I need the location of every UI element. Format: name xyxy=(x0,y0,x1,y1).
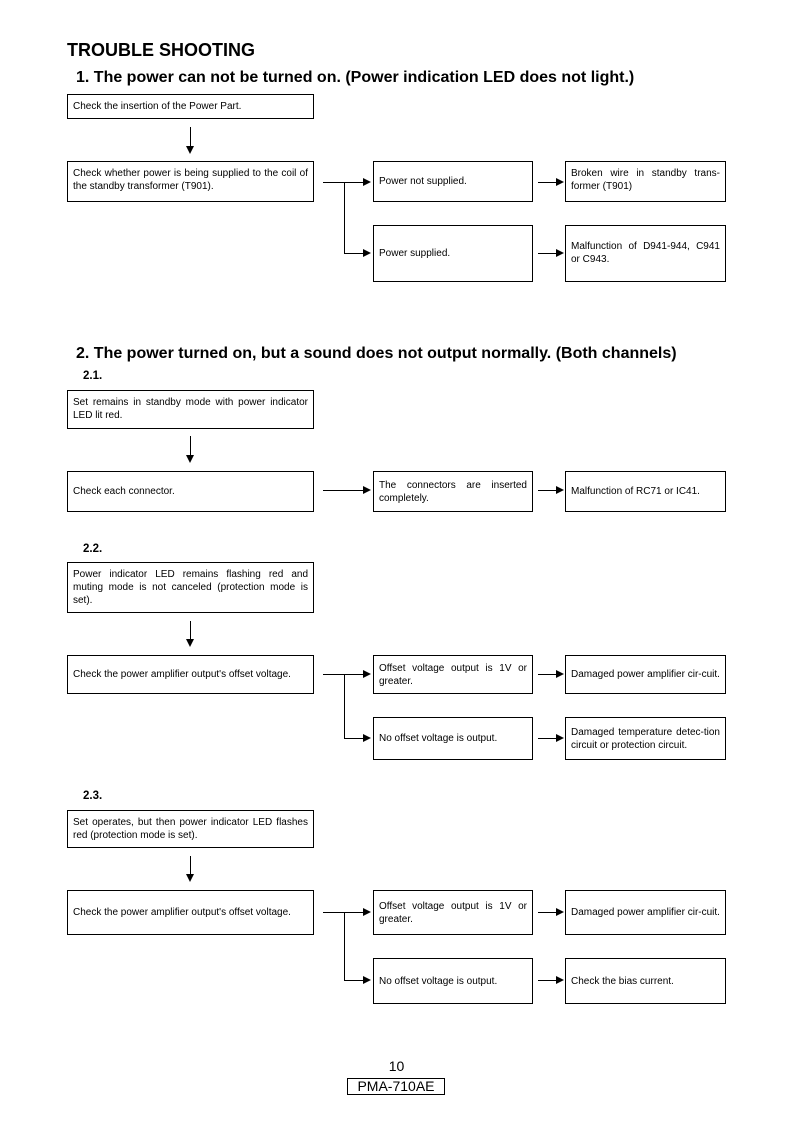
right-arrow-icon xyxy=(363,908,371,916)
right-arrow-icon xyxy=(363,486,371,494)
s21-check-box xyxy=(67,471,314,512)
right-arrow-icon xyxy=(363,178,371,186)
s23-result-b-box xyxy=(565,958,726,1004)
right-arrow-icon xyxy=(556,976,564,984)
s23-result-a-text: Damaged power amplifier cir-cuit. xyxy=(571,907,720,918)
s23-branch-line xyxy=(323,912,363,913)
section-2-heading: 2. The power turned on, but a sound does not output normally. (Both channels) xyxy=(76,345,677,362)
right-arrow-icon xyxy=(363,976,371,984)
s22-branch-a-text: Offset voltage output is 1V or greater. xyxy=(379,662,527,687)
s21-branch-a-text: The connectors are inserted completely. xyxy=(379,479,527,504)
s23-branch-vline xyxy=(344,912,345,980)
s22-result-a-text: Damaged power amplifier cir-cuit. xyxy=(571,669,720,680)
down-arrow-icon xyxy=(186,639,194,647)
s23-branch-a-box xyxy=(373,890,533,935)
s21-line xyxy=(323,490,363,491)
s22-branch-a-box xyxy=(373,655,533,694)
s1-branch-b-text: Power supplied. xyxy=(379,248,451,259)
s23-label: 2.3. xyxy=(83,790,103,802)
s1-result-b-text: Malfunction of D941-944, C941 or C943. xyxy=(571,241,720,265)
down-arrow-icon xyxy=(186,455,194,463)
page-title: TROUBLE SHOOTING xyxy=(67,40,255,60)
s1-check-box xyxy=(67,161,314,202)
s23-check-text: Check the power amplifier output's offset voltage. xyxy=(73,907,291,918)
s22-result-a-box xyxy=(565,655,726,694)
s23-branch-a-text: Offset voltage output is 1V or greater. xyxy=(379,900,527,925)
s23-b-line xyxy=(538,980,558,981)
s1-start-box xyxy=(67,94,314,119)
right-arrow-icon xyxy=(556,249,564,257)
s22-branch-b-text: No offset voltage is output. xyxy=(379,733,498,744)
s22-label: 2.2. xyxy=(83,543,103,555)
s1-a-line xyxy=(538,182,558,183)
s22-a-line xyxy=(538,674,558,675)
right-arrow-icon xyxy=(363,734,371,742)
s1-b-line xyxy=(538,253,558,254)
s23-a-line xyxy=(538,912,558,913)
s1-branch-b-line xyxy=(344,253,364,254)
s1-result-a-box xyxy=(565,161,726,202)
s21-branch-a-box xyxy=(373,471,533,512)
s23-branch-b-line xyxy=(344,980,364,981)
s23-start-text: Set operates, but then power indicator LED flashes red (protection mode is set). xyxy=(73,817,308,841)
s1-result-b-box xyxy=(565,225,726,282)
s1-check-text: Check whether power is being supplied to the coil of the standby transformer (T901). xyxy=(73,168,308,192)
down-arrow-icon xyxy=(186,146,194,154)
right-arrow-icon xyxy=(556,734,564,742)
s1-branch-b-box xyxy=(373,225,533,282)
s1-branch-vline xyxy=(344,182,345,253)
s23-result-b-text: Check the bias current. xyxy=(571,975,674,987)
s21-start-text: Set remains in standby mode with power indicator LED lit red. xyxy=(73,397,308,421)
s22-start-text: Power indicator LED remains flashing red and muting mode is not canceled (protection mode is set). xyxy=(73,569,308,606)
s1-result-a-text: Broken wire in standby trans-former (T901) xyxy=(571,168,720,192)
s21-result-a-text: Malfunction of RC71 or IC41. xyxy=(571,486,700,497)
right-arrow-icon xyxy=(556,178,564,186)
s1-start-text: Check the insertion of the Power Part. xyxy=(73,101,242,112)
s1-branch-a-box xyxy=(373,161,533,202)
s21-label: 2.1. xyxy=(83,370,103,382)
s22-check-text: Check the power amplifier output's offset voltage. xyxy=(73,669,291,680)
s22-branch-vline xyxy=(344,674,345,738)
page-number: 10 xyxy=(388,1058,405,1074)
s21-down-line xyxy=(190,436,191,456)
s21-check-text: Check each connector. xyxy=(73,486,175,497)
s1-branch-line xyxy=(323,182,363,183)
right-arrow-icon xyxy=(363,670,371,678)
s22-result-b-box xyxy=(565,717,726,760)
section-1-heading: 1. The power can not be turned on. (Power indication LED does not light.) xyxy=(76,69,635,86)
s1-down-line xyxy=(190,127,191,147)
s23-branch-b-box xyxy=(373,958,533,1004)
s1-branch-a-text: Power not supplied. xyxy=(379,176,467,187)
s23-check-box xyxy=(67,890,314,935)
right-arrow-icon xyxy=(556,486,564,494)
s23-down-line xyxy=(190,856,191,876)
s23-start-box xyxy=(67,810,314,848)
s21-start-box xyxy=(67,390,314,429)
s22-branch-b-line xyxy=(344,738,364,739)
s22-check-box xyxy=(67,655,314,694)
s21-result-a-box xyxy=(565,471,726,512)
right-arrow-icon xyxy=(556,670,564,678)
s22-branch-b-box xyxy=(373,717,533,760)
s21-a-line xyxy=(538,490,558,491)
s22-b-line xyxy=(538,738,558,739)
right-arrow-icon xyxy=(363,249,371,257)
s22-branch-line xyxy=(323,674,363,675)
s23-branch-b-text: No offset voltage is output. xyxy=(379,975,498,987)
s23-result-a-box xyxy=(565,890,726,935)
s22-start-box xyxy=(67,562,314,613)
s22-result-b-text: Damaged temperature detec-tion circuit or protection circuit. xyxy=(571,726,720,751)
right-arrow-icon xyxy=(556,908,564,916)
model-badge: PMA-710AE xyxy=(347,1078,445,1095)
s22-down-line xyxy=(190,621,191,641)
down-arrow-icon xyxy=(186,874,194,882)
